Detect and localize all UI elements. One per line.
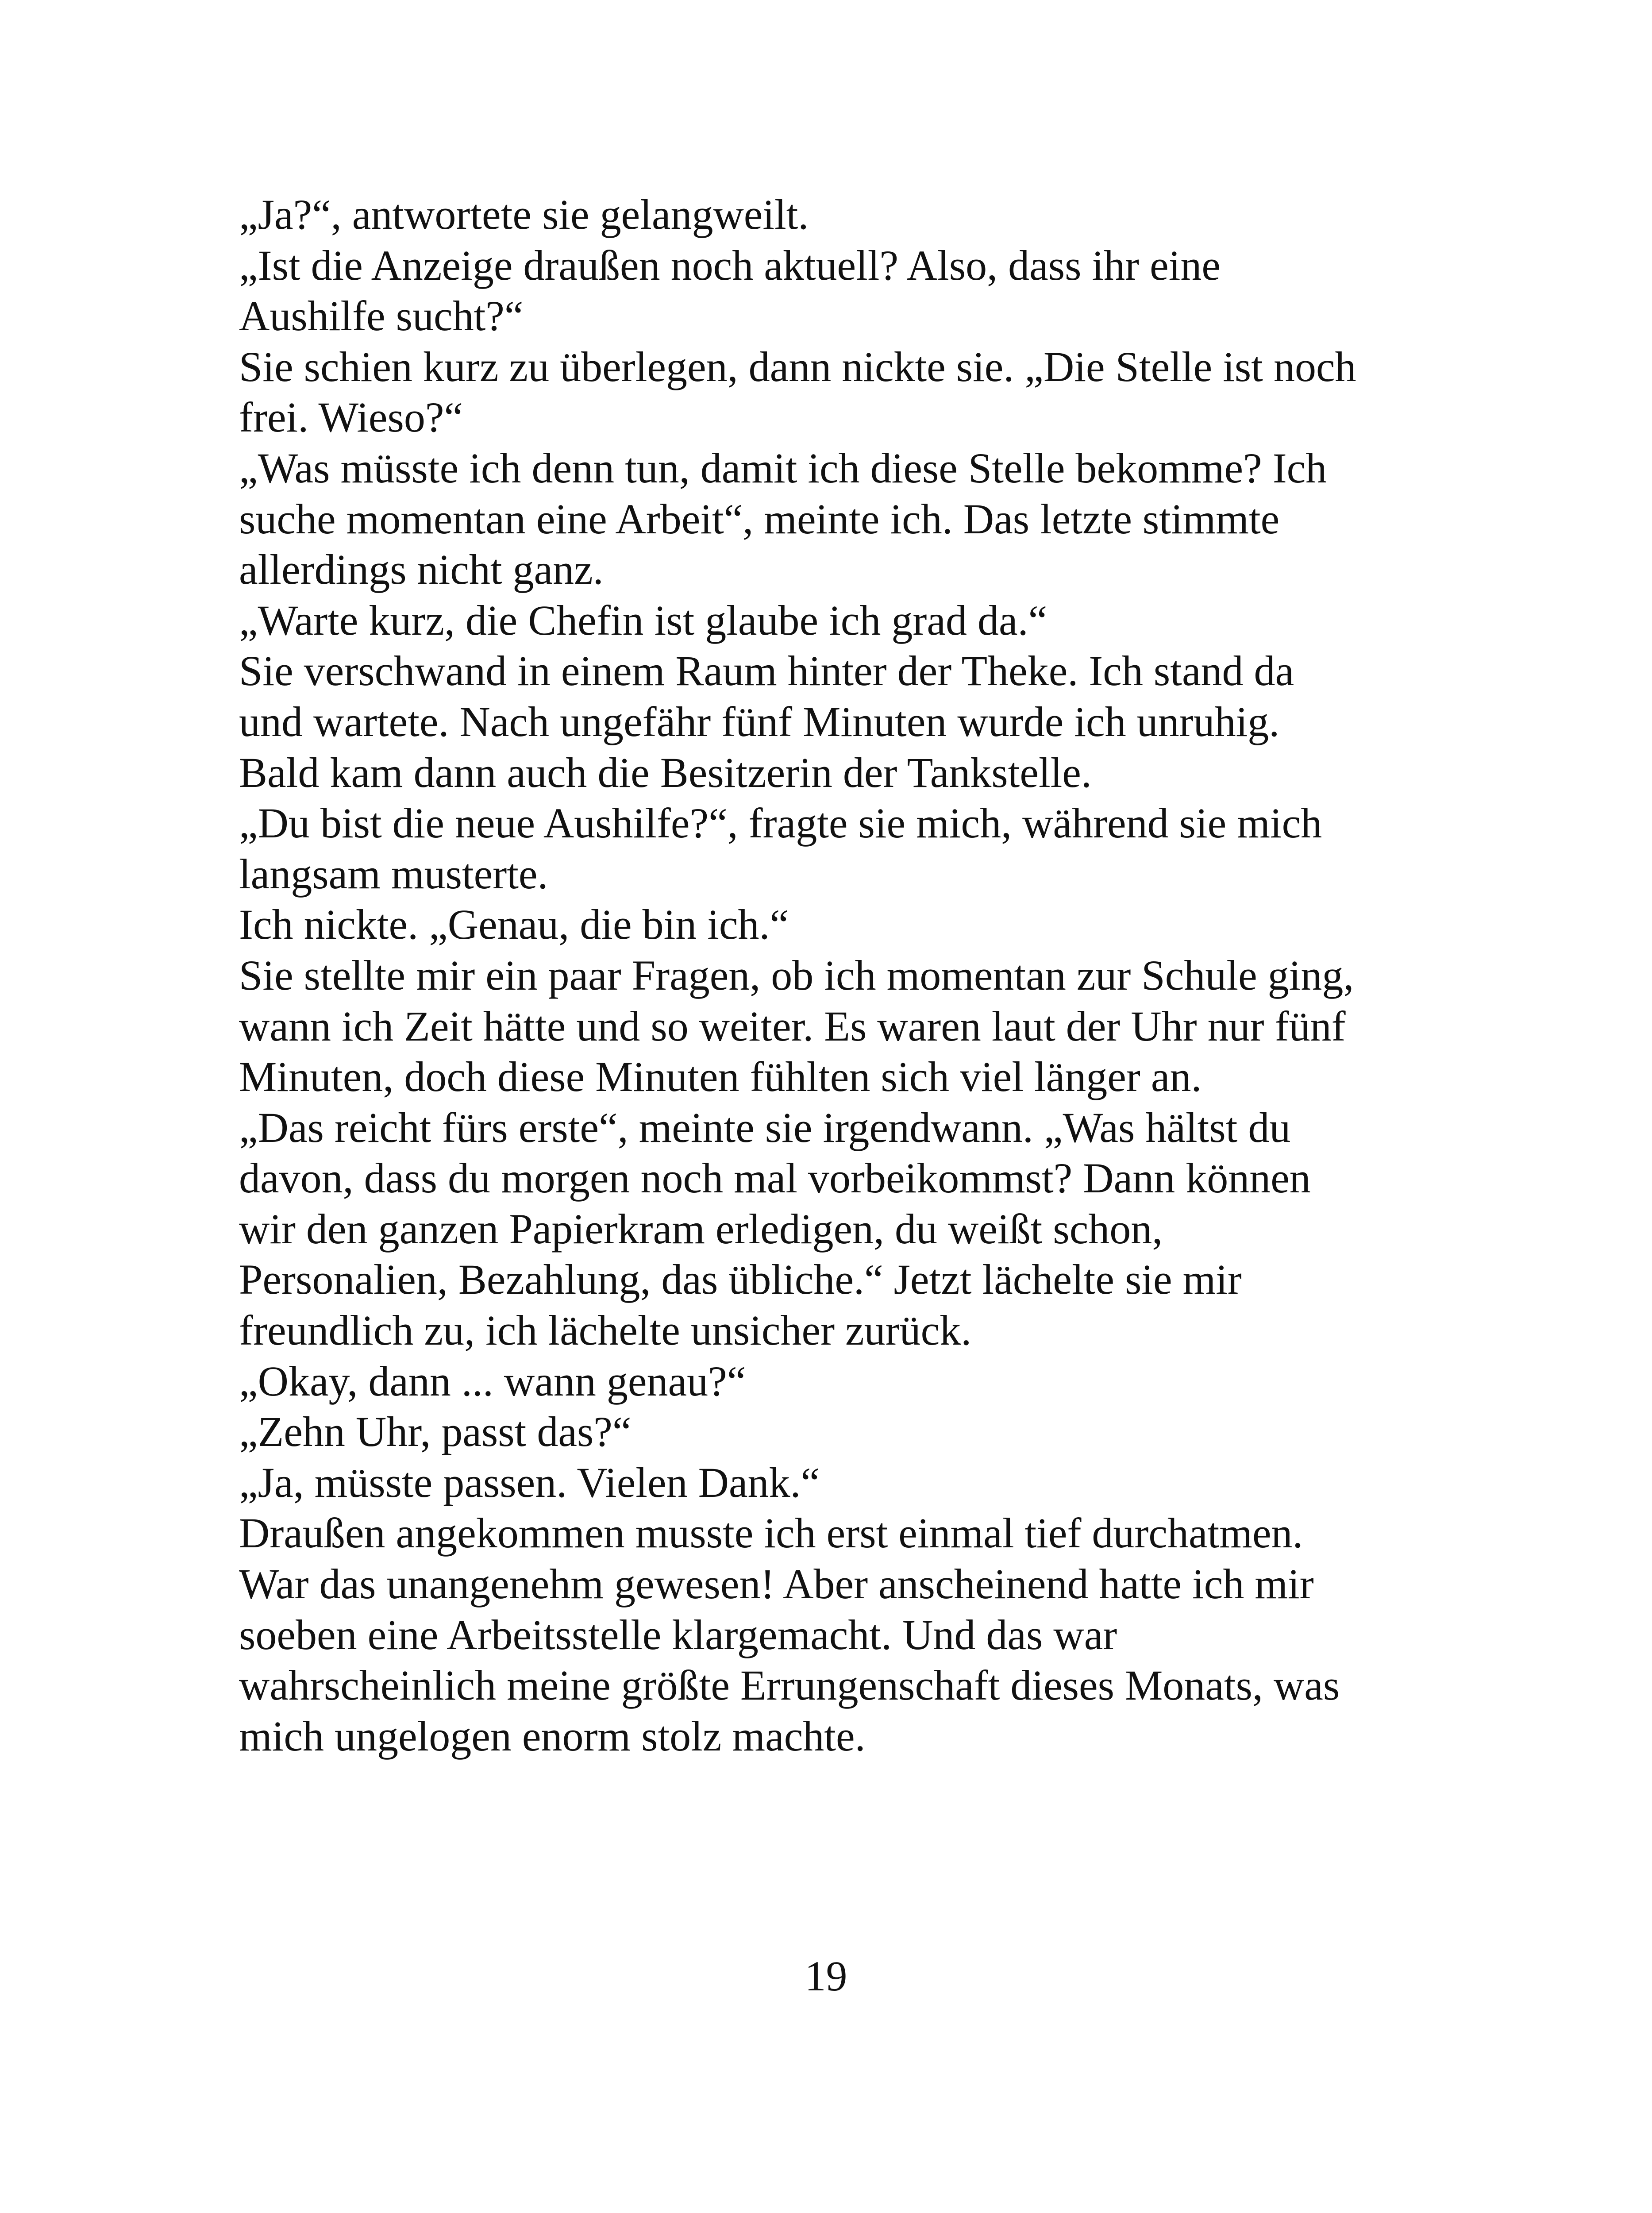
text-line: Sie schien kurz zu überlegen, dann nickte sie. „Die Stelle ist noch <box>239 343 1356 390</box>
text-line: „Das reicht fürs erste“, meinte sie irgendwann. „Was hältst du <box>239 1103 1291 1151</box>
text-line: „Ist die Anzeige draußen noch aktuell? Also, dass ihr eine <box>239 241 1221 289</box>
text-line: „Du bist die neue Aushilfe?“, fragte sie mich, während sie mich <box>239 799 1322 847</box>
text-line: „Warte kurz, die Chefin ist glaube ich grad da.“ <box>239 596 1047 644</box>
text-line: wahrscheinlich meine größte Errungenschaft dieses Monats, was <box>239 1662 1340 1709</box>
text-line: Sie stellte mir ein paar Fragen, ob ich momentan zur Schule ging, <box>239 951 1354 999</box>
text-line: Aushilfe sucht?“ <box>239 292 524 340</box>
text-line: „Was müsste ich denn tun, damit ich diese Stelle bekomme? Ich <box>239 444 1327 492</box>
text-line: „Ja?“, antwortete sie gelangweilt. <box>239 191 809 238</box>
text-line: allerdings nicht ganz. <box>239 546 604 594</box>
text-line: „Zehn Uhr, passt das?“ <box>239 1408 632 1456</box>
text-line: frei. Wieso?“ <box>239 393 463 441</box>
text-line: soeben eine Arbeitsstelle klargemacht. Und das war <box>239 1611 1117 1658</box>
text-line: Personalien, Bezahlung, das übliche.“ Jetzt lächelte sie mir <box>239 1256 1242 1303</box>
text-line: Ich nickte. „Genau, die bin ich.“ <box>239 901 789 948</box>
text-line: freundlich zu, ich lächelte unsicher zurück. <box>239 1307 972 1354</box>
text-line: Bald kam dann auch die Besitzerin der Tankstelle. <box>239 748 1092 796</box>
text-line: Minuten, doch diese Minuten fühlten sich viel länger an. <box>239 1053 1202 1101</box>
text-line: Sie verschwand in einem Raum hinter der Theke. Ich stand da <box>239 647 1294 695</box>
text-line: wann ich Zeit hätte und so weiter. Es waren laut der Uhr nur fünf <box>239 1002 1346 1050</box>
text-line: wir den ganzen Papierkram erledigen, du weißt schon, <box>239 1205 1163 1253</box>
text-line: Draußen angekommen musste ich erst einmal tief durchatmen. <box>239 1509 1303 1557</box>
text-line: „Ja, müsste passen. Vielen Dank.“ <box>239 1458 820 1506</box>
text-line: „Okay, dann ... wann genau?“ <box>239 1357 746 1405</box>
text-line: War das unangenehm gewesen! Aber anscheinend hatte ich mir <box>239 1560 1314 1608</box>
text-line: langsam musterte. <box>239 850 548 898</box>
page-number: 19 <box>805 1952 847 2000</box>
text-line: und wartete. Nach ungefähr fünf Minuten wurde ich unruhig. <box>239 698 1280 745</box>
text-line: davon, dass du morgen noch mal vorbeikommst? Dann können <box>239 1154 1311 1202</box>
text-line: mich ungelogen enorm stolz machte. <box>239 1712 866 1760</box>
body-text <box>239 189 1443 1762</box>
text-line: suche momentan eine Arbeit“, meinte ich. Das letzte stimmte <box>239 495 1280 543</box>
